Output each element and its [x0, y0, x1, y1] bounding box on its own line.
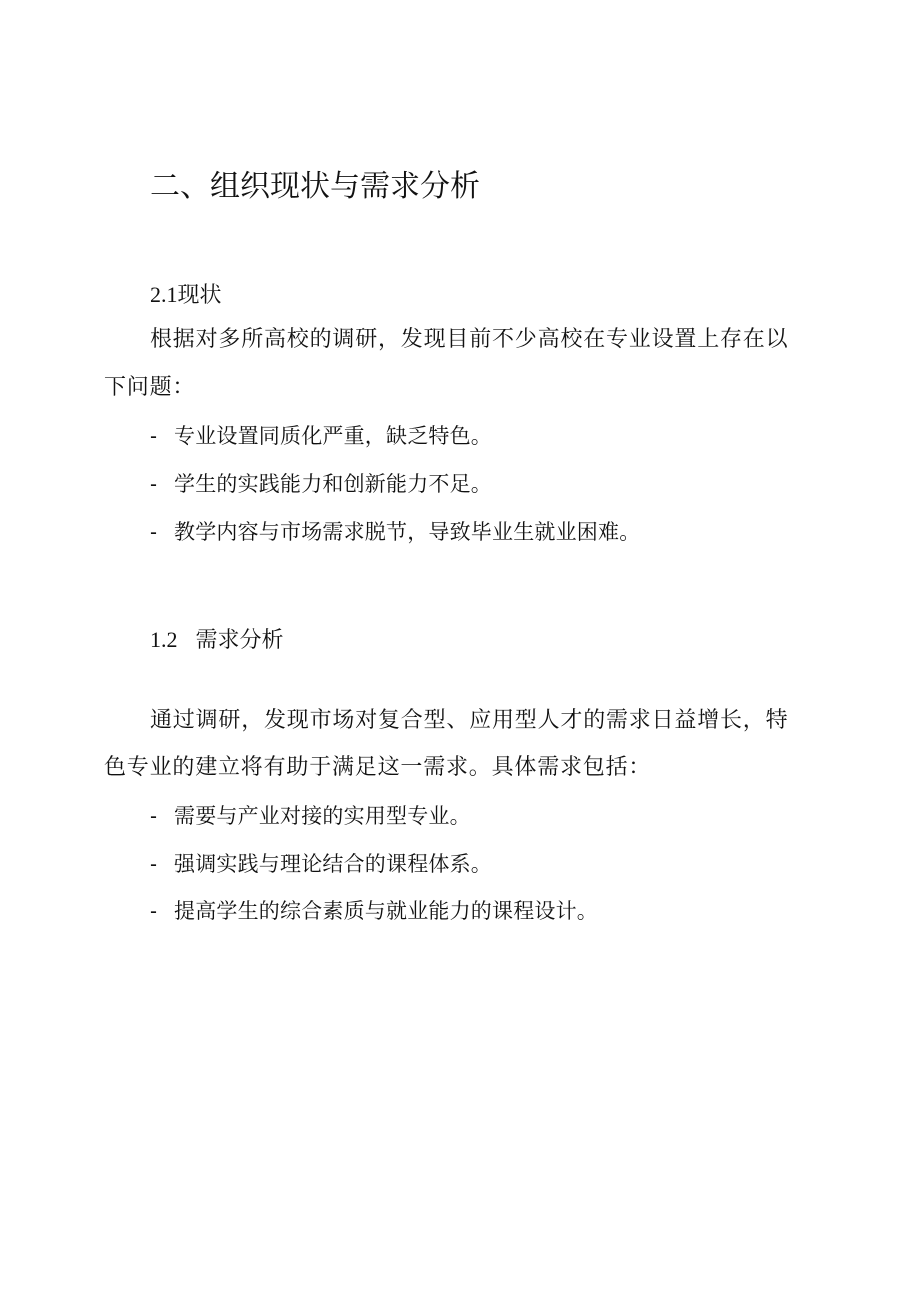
list-item-text: 需要与产业对接的实用型专业。	[174, 804, 471, 828]
list-item-text: 专业设置同质化严重，缺乏特色。	[174, 424, 492, 448]
list-item	[150, 517, 640, 548]
list-item-text: 提高学生的综合素质与就业能力的课程设计。	[174, 899, 598, 923]
list-item	[150, 469, 492, 500]
list-item	[150, 849, 492, 880]
bullet-marker: -	[150, 805, 158, 828]
list-item	[150, 801, 471, 832]
subsection-number: 1.2	[150, 627, 178, 652]
subsection-heading-status	[150, 280, 222, 311]
subsection-title: 需求分析	[195, 628, 284, 653]
bullet-marker: -	[150, 425, 158, 448]
paragraph-line: 通过调研，发现市场对复合型、应用型人才的需求日益增长，特	[150, 708, 789, 733]
paragraph-line: 色专业的建立将有助于满足这一需求。具体需求包括：	[104, 755, 652, 780]
bullet-marker: -	[150, 900, 158, 923]
bullet-marker: -	[150, 473, 158, 496]
paragraph-line: 根据对多所高校的调研，发现目前不少高校在专业设置上存在以	[150, 327, 789, 352]
list-item	[150, 896, 598, 927]
subsection-number: 2.1	[150, 282, 178, 307]
list-item-text: 强调实践与理论结合的课程体系。	[174, 852, 492, 876]
section-heading: 二、组织现状与需求分析	[150, 169, 480, 204]
list-item-text: 学生的实践能力和创新能力不足。	[174, 472, 492, 496]
bullet-marker: -	[150, 521, 158, 544]
list-item	[150, 421, 492, 452]
paragraph-line: 下问题：	[104, 375, 196, 400]
subsection-heading-needs	[150, 625, 284, 656]
list-item-text: 教学内容与市场需求脱节，导致毕业生就业困难。	[174, 520, 641, 544]
bullet-marker: -	[150, 853, 158, 876]
subsection-title: 现状	[177, 283, 222, 308]
